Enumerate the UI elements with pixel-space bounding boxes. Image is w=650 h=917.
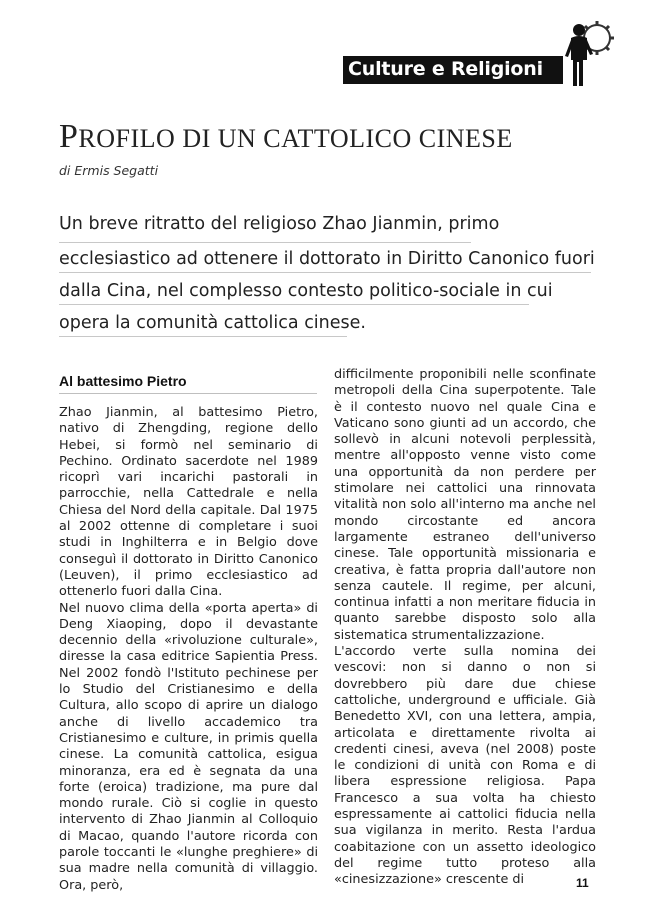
lead-underline	[59, 304, 529, 305]
lead-underline	[59, 242, 471, 243]
article-byline: di Ermis Segatti	[59, 163, 159, 178]
section-rubric	[343, 48, 563, 86]
title-initial: P	[59, 118, 79, 155]
section-heading: Al battesimo Pietro	[59, 373, 187, 389]
lead-line: ecclesiastico ad ottenere il dottorato in Diritto Canonico fuori	[59, 249, 595, 269]
lead-line: Un breve ritratto del religioso Zhao Jianmin, primo	[59, 214, 500, 234]
person-with-gear-icon	[563, 18, 623, 88]
lead-line: dalla Cina, nel complesso contesto politico-sociale in cui	[59, 281, 553, 301]
article-title	[59, 118, 513, 156]
lead-line: opera la comunità cattolica cinese.	[59, 313, 366, 333]
section-divider	[59, 393, 317, 394]
body-column-right: difficilmente proponibili nelle sconfinate metropoli della Cina superpotente. Tale è il contesto nuovo nel quale Cina e Vaticano sono giunti ad un accordo, che sollevò in alcuni notevoli perplessità, mentre all'opposto venne visto come una opportunità da non perdere per stimolare nei cattolici una rinnovata vitalità non solo all'interno ma anche nel mondo circostante ed ancora largamente estraneo dell'universo cinese. Tale opportunità missionaria e creativa, è fatta propria dall'autore non senza cautele. Il regime, per alcuni, continua infatti a non meritare fiducia in quanto sarebbe disposto solo alla sistematica strumentalizzazione. L'accordo verte sulla nomina dei vescovi: non si danno o non si dovrebbero più dare due chiese cattoliche, underground e ufficiale. Già Benedetto XVI, con una lettera, ampia, articolata e direttamente rivolta ai credenti cinesi, aveva (nel 2008) poste le condizioni di unità con Roma e di libera espressione religiosa. Papa Francesco a sua volta ha chiesto espressamente ai cattolici fiducia nella sua vigilanza in merito. Resta l'ardua coabitazione con un assetto ideologico del regime tutto proteso alla «cinesizzazione» crescente di	[334, 367, 596, 888]
page-number: 11	[576, 876, 589, 890]
body-column-left: Zhao Jianmin, al battesimo Pietro, nativo di Zhengding, regione dello Hebei, si formò nel seminario di Pechino. Ordinato sacerdote nel 1989 ricoprì vari incarichi pastorali in parrocchie, nella Cattedrale e nella Chiesa del Nord della capitale. Dal 1975 al 2002 ottenne di completare i suoi studi in Inghilterra e in Belgio dove conseguì il dottorato in Diritto Canonico (Leuven), il primo ecclesiastico ad ottenerlo fuori dalla Cina. Nel nuovo clima della «porta aperta» di Deng Xiaoping, dopo il devastante decennio della «rivoluzione culturale», diresse la casa editrice Sapientia Press. Nel 2002 fondò l'Istituto pechinese per lo Studio del Cristianesimo e della Cultura, allo scopo di aprire un dialogo anche di livello accademico tra Cristianesimo e culture, in primis quella cinese. La comunità cattolica, esigua minoranza, era ed è segnata da una forte (eroica) tradizione, ma pure dal mondo rurale. Ciò si coglie in questo intervento di Zhao Jianmin al Colloquio di Macao, quando l'autore ricorda con parole toccanti le «lunghe preghiere» di sua madre nella comunità di villaggio. Ora, però,	[59, 405, 318, 893]
lead-underline	[59, 272, 591, 273]
rubric-label: Culture e Religioni	[348, 58, 543, 80]
lead-underline	[59, 336, 347, 337]
title-rest: ROFILO DI UN CATTOLICO CINESE	[78, 124, 513, 153]
